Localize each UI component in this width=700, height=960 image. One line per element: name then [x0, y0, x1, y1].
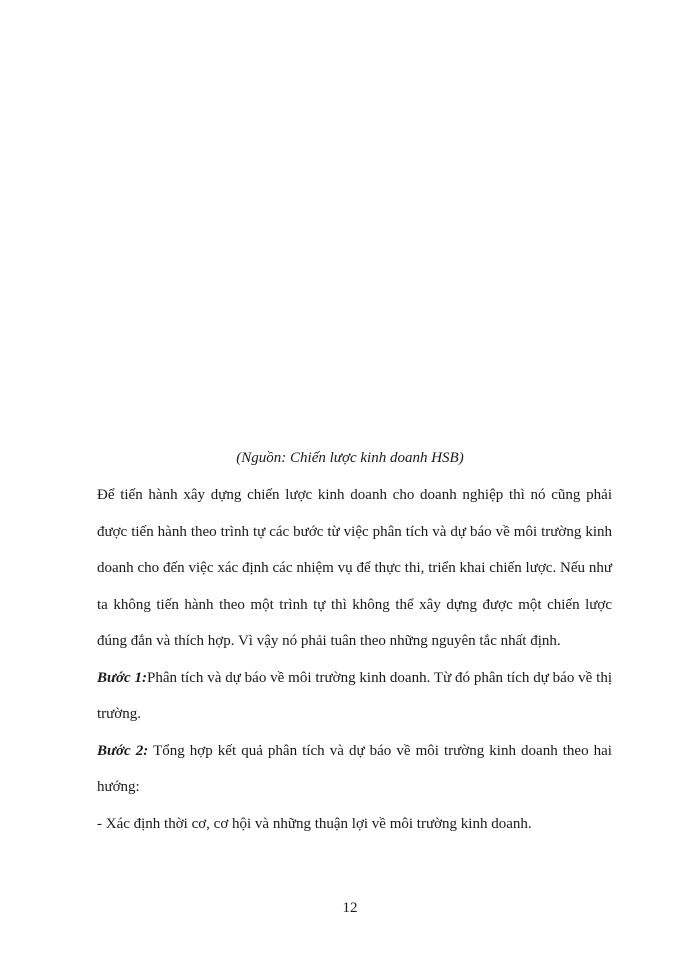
step-1-label: Bước 1:	[97, 669, 148, 686]
step-2-line	[97, 741, 612, 778]
page-number: 12	[342, 900, 358, 916]
paragraph-line: Để tiến hành xây dựng chiến lược kinh doanh cho doanh nghiệp thì nó cũng phải	[97, 487, 612, 503]
step-2-text: Tổng hợp kết quả phân tích và dự báo về môi trường kinh doanh theo hai	[148, 742, 612, 759]
figure-caption: (Nguồn: Chiến lược kinh doanh HSB)	[236, 450, 464, 466]
paragraph-line: được tiến hành theo trình tự các bước từ việc phân tích và dự báo về môi trường kinh	[97, 523, 612, 540]
step-1-text: Phân tích và dự báo về môi trường kinh doanh. Từ đó phân tích dự báo về thị	[147, 669, 612, 686]
step-1-continuation: trường.	[97, 706, 141, 722]
body-text	[97, 485, 612, 850]
step-2-continuation: hướng:	[97, 779, 140, 795]
bullet-item: - Xác định thời cơ, cơ hội và những thuận lợi về môi trường kinh doanh.	[97, 815, 532, 832]
step-1-line	[97, 668, 612, 705]
step-2-label: Bước 2:	[97, 742, 149, 759]
paragraph-line: đúng đắn và thích hợp. Vì vậy nó phải tuân theo những nguyên tắc nhất định.	[97, 633, 561, 649]
paragraph-line: doanh cho đến việc xác định các nhiệm vụ để thực thi, triển khai chiến lược. Nếu như	[97, 560, 612, 576]
paragraph-line: ta không tiến hành theo một trình tự thì không thể xây dựng được một chiến lược	[97, 596, 612, 613]
